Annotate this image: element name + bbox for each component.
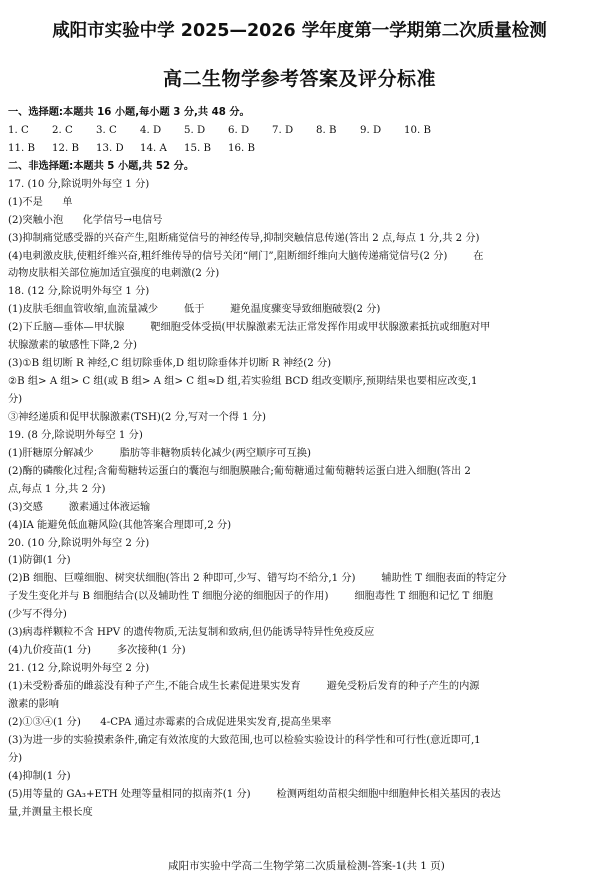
answer-line: (1)防御(1 分) xyxy=(8,555,71,567)
answer-line: 动物皮肤相关部位施加适宜强度的电刺激(2 分) xyxy=(8,268,220,280)
answer-line: 分) xyxy=(8,394,23,405)
answer-line: (少写不得分) xyxy=(8,609,67,621)
page-footer: 咸阳市实验中学高二生物学第二次质量检测-答案-1(共 1 页) xyxy=(168,860,445,872)
choice-answer: 12. B xyxy=(52,142,79,154)
choice-answer: 15. B xyxy=(184,142,211,154)
answer-line: 21. (12 分,除说明外每空 2 分) xyxy=(8,663,150,675)
answer-line: 子发生变化并与 B 细胞结合(以及辅助性 T 细胞分泌的细胞因子的作用) 细胞毒性 T 细胞和记忆 T 细胞 xyxy=(8,591,493,603)
answer-line: (4)抑制(1 分) xyxy=(8,770,71,782)
page-title: 咸阳市实验中学 2025—2026 学年度第一学期第二次质量检测 xyxy=(52,21,547,41)
choice-answer: 6. D xyxy=(228,124,250,136)
answer-line: 18. (12 分,除说明外每空 1 分) xyxy=(8,286,150,298)
answer-line: (2)下丘脑—垂体—甲状腺 靶细胞受体受损(甲状腺激素无法正常发挥作用或甲状腺激素抵抗或细胞对甲 xyxy=(8,322,491,334)
answer-line: (5)用等量的 GA₃+ETH 处理等量相同的拟南芥(1 分) 检测两组幼苗根尖细胞中细胞伸长相关基因的表达 xyxy=(8,788,501,800)
section-heading: 一、选择题:本题共 16 小题,每小题 3 分,共 48 分。 xyxy=(8,107,250,118)
answer-line: (4)电刺激皮肤,使粗纤维兴奋,粗纤维传导的信号关闭“闸门”,阻断细纤维向大脑传递痛觉信号(2 分) 在 xyxy=(8,250,484,262)
answer-line: 分) xyxy=(8,752,23,764)
answer-line: (2)酶的磷酸化过程;含葡萄糖转运蛋白的囊泡与细胞膜融合;葡萄糖通过葡萄糖转运蛋白进入细胞(答出 2 xyxy=(8,465,471,477)
answer-line: ②B 组> A 组> C 组(或 B 组> A 组> C 组≈D 组,若实验组 BCD 组改变顺序,预期结果也要相应改变,1 xyxy=(8,376,478,388)
answer-line: ③神经递质和促甲状腺激素(TSH)(2 分,写对一个得 1 分) xyxy=(8,411,267,423)
answer-line: (2)①③④(1 分) 4-CPA 通过赤霉素的合成促进果实发育,提高坐果率 xyxy=(8,716,332,728)
choice-answer: 2. C xyxy=(52,124,73,136)
choice-answer: 1. C xyxy=(8,124,29,136)
choice-answer: 7. D xyxy=(272,124,294,136)
answer-line: (3)病毒样颗粒不含 HPV 的遗传物质,无法复制和致病,但仍能诱导特异性免疫反应 xyxy=(8,627,375,639)
answer-line: 状腺激素的敏感性下降,2 分) xyxy=(8,340,137,352)
answer-line: 激素的影响 xyxy=(8,698,59,710)
answer-line: 19. (8 分,除说明外每空 1 分) xyxy=(8,429,143,441)
choice-answer: 16. B xyxy=(228,142,255,154)
answer-body xyxy=(8,104,591,822)
answer-line: (1)不是 单 xyxy=(8,196,73,208)
answer-line: (4)IA 能避免低血糖风险(其他答案合理即可,2 分) xyxy=(8,519,232,531)
choice-answer: 11. B xyxy=(8,142,35,154)
choice-answers-row xyxy=(8,122,591,140)
choice-answer: 13. D xyxy=(96,142,124,154)
choice-answer: 4. D xyxy=(140,124,162,136)
choice-answer: 10. B xyxy=(404,124,431,136)
choice-answers-row xyxy=(8,140,591,158)
answer-line: (3)为进一步的实验摸索条件,确定有效浓度的大致范围,也可以检验实验设计的科学性和可行性(意近即可,1 xyxy=(8,734,481,746)
choice-answer: 3. C xyxy=(96,124,117,136)
choice-answer: 8. B xyxy=(316,124,337,136)
page-subtitle: 高二生物学参考答案及评分标准 xyxy=(162,68,436,90)
answer-line: (1)皮肤毛细血管收缩,血流量减少 低于 避免温度骤变导致细胞破裂(2 分) xyxy=(8,304,381,316)
choice-answer: 14. A xyxy=(140,142,167,154)
answer-line: (3)①B 组切断 R 神经,C 组切除垂体,D 组切除垂体并切断 R 神经(2 分) xyxy=(8,358,332,370)
choice-answer: 5. D xyxy=(184,124,206,136)
answer-line: (3)抑制痛觉感受器的兴奋产生,阻断痛觉信号的神经传导,抑制突触信息传递(答出 2 点,每点 1 分,共 2 分) xyxy=(8,232,480,244)
section-heading: 二、非选择题:本题共 5 小题,共 52 分。 xyxy=(8,160,195,172)
answer-line: (3)交感 激素通过体液运输 xyxy=(8,501,151,513)
answer-line: 17. (10 分,除说明外每空 1 分) xyxy=(8,178,150,190)
answer-line: (2)B 细胞、巨噬细胞、树突状细胞(答出 2 种即可,少写、错写均不给分,1 分) 辅助性 T 细胞表面的特定分 xyxy=(8,573,507,585)
answer-line: 点,每点 1 分,共 2 分) xyxy=(8,483,106,495)
answer-line: 量,并测量主根长度 xyxy=(8,806,93,818)
answer-line: 20. (10 分,除说明外每空 2 分) xyxy=(8,537,150,549)
answer-line: (4)九价疫苗(1 分) 多次接种(1 分) xyxy=(8,645,186,657)
answer-line: (1)未受粉番茄的雌蕊没有种子产生,不能合成生长素促进果实发育 避免受粉后发育的种子产生的内源 xyxy=(8,681,480,692)
answer-line: (1)肝糖原分解减少 脂肪等非糖物质转化减少(两空顺序可互换) xyxy=(8,447,311,459)
answer-line: (2)突触小泡 化学信号→电信号 xyxy=(8,214,163,226)
choice-answer: 9. D xyxy=(360,124,382,136)
